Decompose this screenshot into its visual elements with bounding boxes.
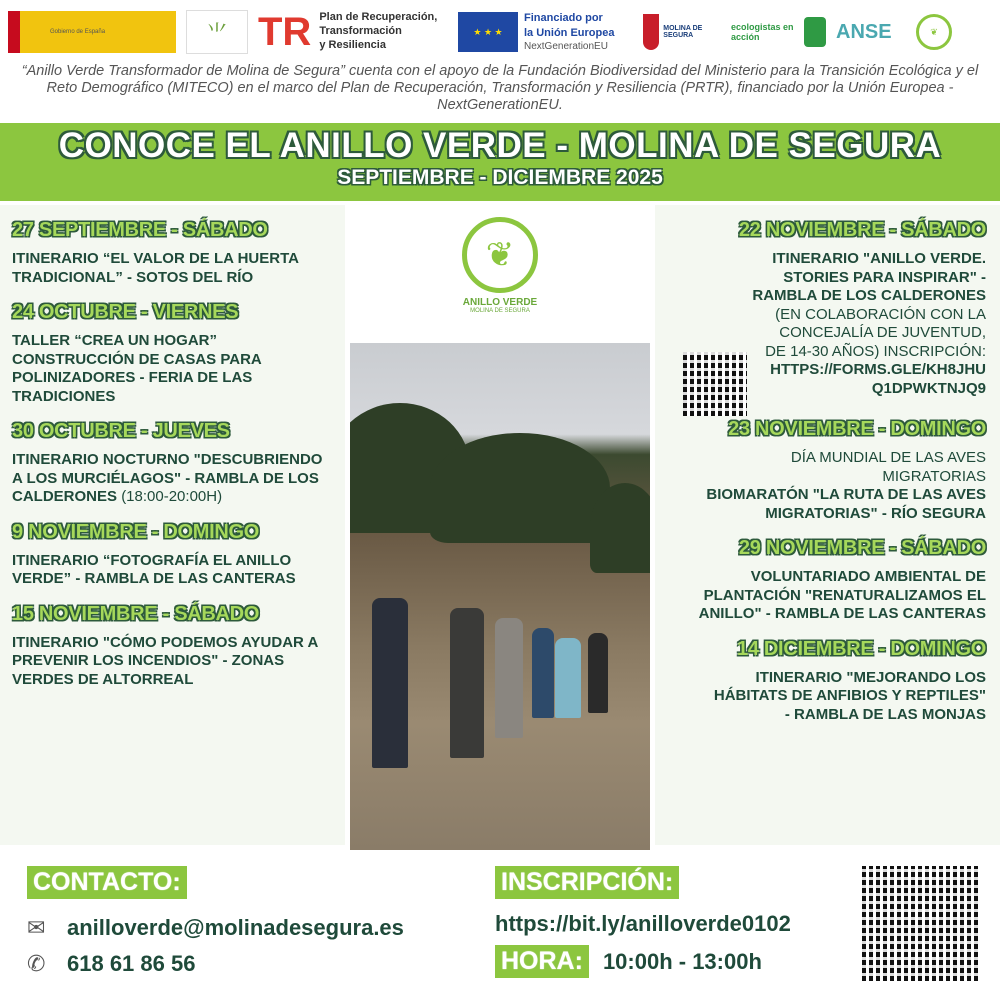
event xyxy=(12,420,335,507)
event-date: 29 NOVIEMBRE - SÁBADO xyxy=(738,537,986,559)
event-date: 22 NOVIEMBRE - SÁBADO xyxy=(738,219,986,241)
event-date: 23 NOVIEMBRE - DOMINGO xyxy=(728,418,986,440)
funding-statement: “Anillo Verde Transformador de Molina de Segura” cuenta con el apoyo de la Fundación Biodiversidad del Ministerio para la Transición Ecológica y el Reto Demográfico (MITECO) en el marco del Plan de Recuperación, Transformación y Resiliencia (PRTR), financiado por la Unión Europea - NextGenerationEU. xyxy=(21,63,979,113)
eu-line: la Unión Europea xyxy=(524,26,615,39)
event xyxy=(12,301,335,406)
ecologistas-logo xyxy=(731,11,826,53)
logo-name: ANILLO VERDE xyxy=(462,297,538,308)
event-desc xyxy=(12,451,335,507)
event-time: (18:00-20:00H) xyxy=(121,488,223,505)
hikers-photo xyxy=(350,343,650,850)
gobierno-logo xyxy=(8,11,176,53)
qr-code-forms[interactable] xyxy=(683,352,747,416)
phone-number[interactable]: 618 61 86 56 xyxy=(67,951,196,976)
qr-code-inscription[interactable] xyxy=(862,866,980,981)
gobierno-text: Gobierno de España xyxy=(50,29,106,35)
mail-icon: ✉ xyxy=(27,915,46,940)
center-column xyxy=(350,205,650,850)
event-note: DÍA MUNDIAL DE LAS AVES MIGRATORIAS xyxy=(790,449,986,485)
eu-logo xyxy=(458,11,633,53)
anse-logo xyxy=(836,11,906,53)
eu-line: NextGenerationEU xyxy=(524,40,608,52)
molina-logo xyxy=(643,11,721,53)
phone-icon: ✆ xyxy=(27,951,46,976)
hora-label: HORA: xyxy=(495,945,589,978)
prtr-line: Transformación xyxy=(319,25,402,38)
event xyxy=(12,603,335,690)
event xyxy=(665,537,986,624)
event-date: 9 NOVIEMBRE - DOMINGO xyxy=(12,520,260,543)
prtr-line: y Resiliencia xyxy=(319,38,386,51)
email-link[interactable]: anilloverde@molinadesegura.es xyxy=(67,915,404,940)
event-desc: ITINERARIO “FOTOGRAFÍA EL ANILLO VERDE” - RAMBLA DE LAS CANTERAS xyxy=(12,551,296,587)
left-events xyxy=(0,205,345,845)
phone-row xyxy=(27,951,404,977)
event-note: (EN COLABORACIÓN CON LA CONCEJALÍA DE JUVENTUD, DE 14-30 AÑOS) INSCRIPCIÓN: xyxy=(765,305,986,360)
eca-text: ecologistas en acción xyxy=(731,22,794,42)
prtr-line: Plan de Recuperación, xyxy=(319,11,438,24)
event-date: 30 OCTUBRE - JUEVES xyxy=(12,420,230,442)
event-desc-text: ITINERARIO NOCTURNO "DESCUBRIENDO A LOS MURCIÉLAGOS" - RAMBLA DE LOS CALDERONES xyxy=(12,451,323,505)
eu-flag-icon: ★ ★ ★ xyxy=(458,12,518,52)
event-date: 27 SEPTIEMBRE - SÁBADO xyxy=(12,219,268,241)
event-date: 15 NOVIEMBRE - SÁBADO xyxy=(12,602,260,625)
shield-icon xyxy=(643,14,659,50)
page-title: CONOCE EL ANILLO VERDE - MOLINA DE SEGURA xyxy=(58,126,942,165)
anillo-verde-icon: ❦ xyxy=(462,217,538,293)
prtr-logo xyxy=(258,11,448,53)
contact-label: CONTACTO: xyxy=(27,866,187,899)
event-desc: VOLUNTARIADO AMBIENTAL DE PLANTACIÓN "RENATURALIZAMOS EL ANILLO" - RAMBLA DE LAS CANTERAS xyxy=(698,568,986,622)
title-band xyxy=(0,123,1000,201)
event-date: 14 DICIEMBRE - DOMINGO xyxy=(737,637,986,660)
anillo-verde-logo xyxy=(450,217,550,314)
hours-value: 10:00h - 13:00h xyxy=(602,948,762,974)
fundacion-biodiversidad-logo: ⺌ xyxy=(186,10,248,54)
molina-text: MOLINA DE SEGURA xyxy=(663,25,703,39)
hours-row xyxy=(495,945,791,978)
inscription-section xyxy=(495,866,791,978)
event-desc: ITINERARIO "CÓMO PODEMOS AYUDAR A PREVENIR LOS INCENDIOS" - ZONAS VERDES DE ALTORREAL xyxy=(12,633,318,688)
eu-line: Financiado por xyxy=(524,12,603,25)
inscription-url[interactable]: https://bit.ly/anilloverde0102 xyxy=(495,911,791,936)
event xyxy=(12,219,335,287)
eca-icon xyxy=(804,17,826,47)
tr-mark: TR xyxy=(258,9,312,54)
registration-link[interactable]: HTTPS://FORMS.GLE/KH8JHUQ1DPWKTNJQ9 xyxy=(770,361,986,397)
contact-section xyxy=(27,866,404,977)
event xyxy=(665,638,986,725)
right-events xyxy=(655,205,1000,845)
email-row xyxy=(27,915,404,941)
event-desc: ITINERARIO "ANILLO VERDE. STORIES PARA INSPIRAR" - RAMBLA DE LOS CALDERONES xyxy=(752,250,986,304)
event-date: 24 OCTUBRE - VIERNES xyxy=(12,301,239,323)
event-desc: TALLER “CREA UN HOGAR” CONSTRUCCIÓN DE CASAS PARA POLINIZADORES - FERIA DE LAS TRADICIONES xyxy=(12,332,262,405)
event xyxy=(665,418,986,523)
event xyxy=(12,521,335,589)
event-desc: ITINERARIO "MEJORANDO LOS HÁBITATS DE ANFIBIOS Y REPTILES" - RAMBLA DE LAS MONJAS xyxy=(713,668,986,723)
sponsor-logos xyxy=(0,8,1000,56)
page-subtitle: SEPTIEMBRE - DICIEMBRE 2025 xyxy=(337,166,663,189)
anillo-verde-small-logo: ❦ xyxy=(916,14,952,50)
event-desc: BIOMARATÓN "LA RUTA DE LAS AVES MIGRATORIAS" - RÍO SEGURA xyxy=(706,486,986,522)
logo-sub: MOLINA DE SEGURA xyxy=(470,308,530,314)
anse-text: ANSE xyxy=(836,20,892,43)
event-desc: ITINERARIO “EL VALOR DE LA HUERTA TRADICIONAL” - SOTOS DEL RÍO xyxy=(12,250,299,286)
inscription-label: INSCRIPCIÓN: xyxy=(495,866,679,899)
